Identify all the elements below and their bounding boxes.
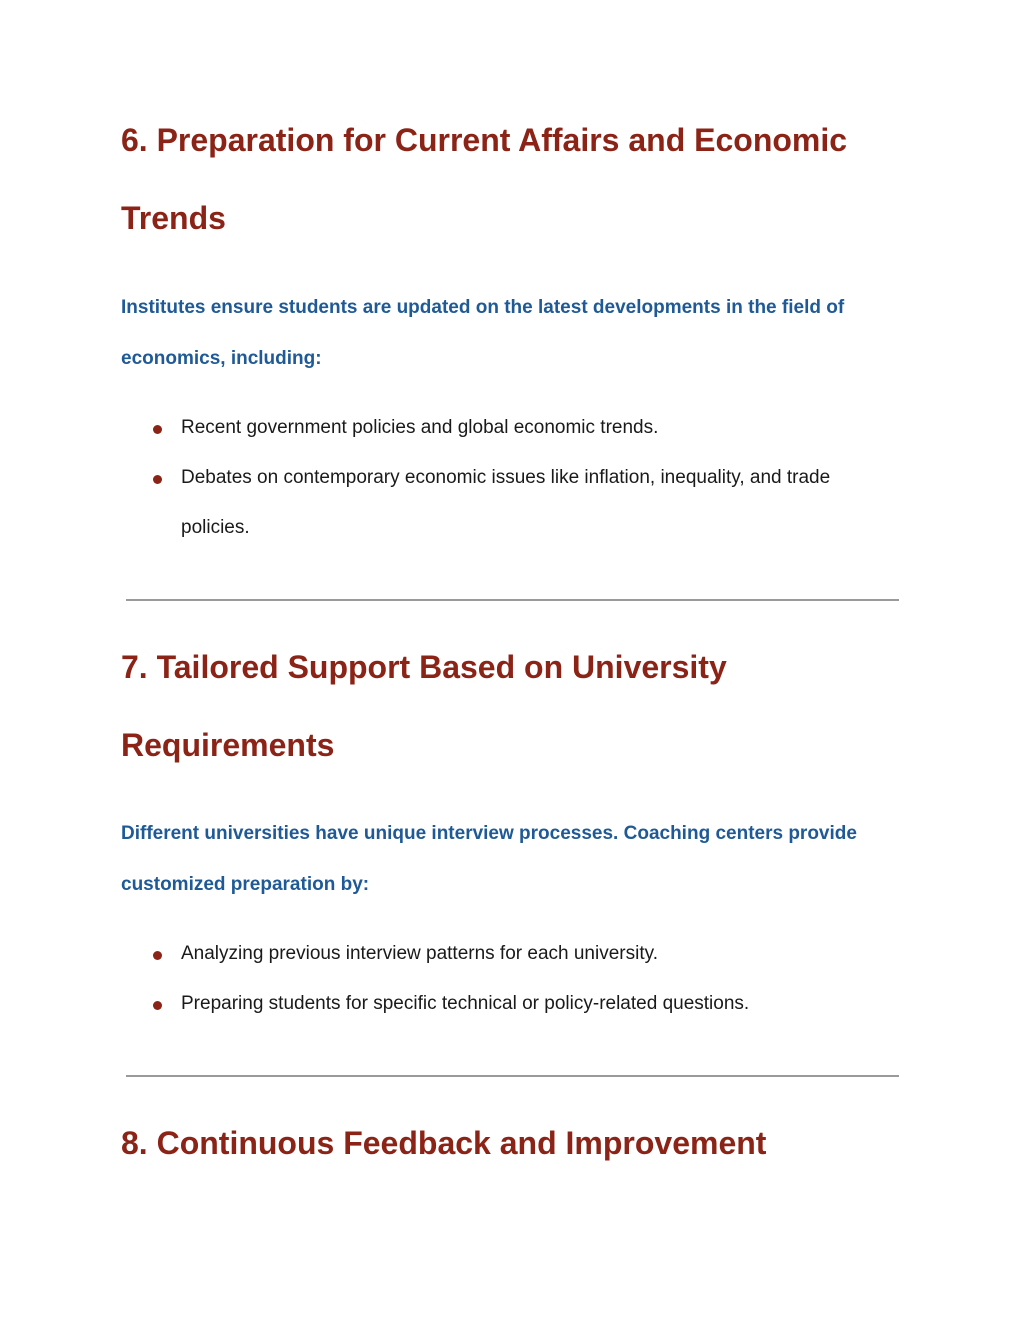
section-7-intro: Different universities have unique interview processes. Coaching centers provide customized preparation by: [121,823,857,895]
bullet-text: Analyzing previous interview patterns for each university. [181,943,658,964]
list-item [121,979,901,1029]
section-7-bullet-list [121,929,901,1029]
section-6-intro: Institutes ensure students are updated on the latest developments in the field of economics, including: [121,297,845,369]
section-8-heading: 8. Continuous Feedback and Improvement [121,1125,767,1161]
bullet-text: Debates on contemporary economic issues like inflation, inequality, and trade policies. [181,467,831,538]
section-divider [126,599,899,601]
section-6-heading: 6. Preparation for Current Affairs and Economic Trends [121,122,848,236]
bullet-icon [153,475,162,484]
section-7-heading: 7. Tailored Support Based on University Requirements [121,649,727,763]
list-item [121,453,901,553]
section-divider [126,1075,899,1077]
bullet-icon [153,951,162,960]
bullet-text: Recent government policies and global economic trends. [181,417,659,438]
section-6-bullet-list [121,403,901,553]
bullet-text: Preparing students for specific technical or policy-related questions. [181,993,750,1014]
bullet-icon [153,425,162,434]
bullet-icon [153,1001,162,1010]
list-item [121,929,901,979]
list-item [121,403,901,453]
